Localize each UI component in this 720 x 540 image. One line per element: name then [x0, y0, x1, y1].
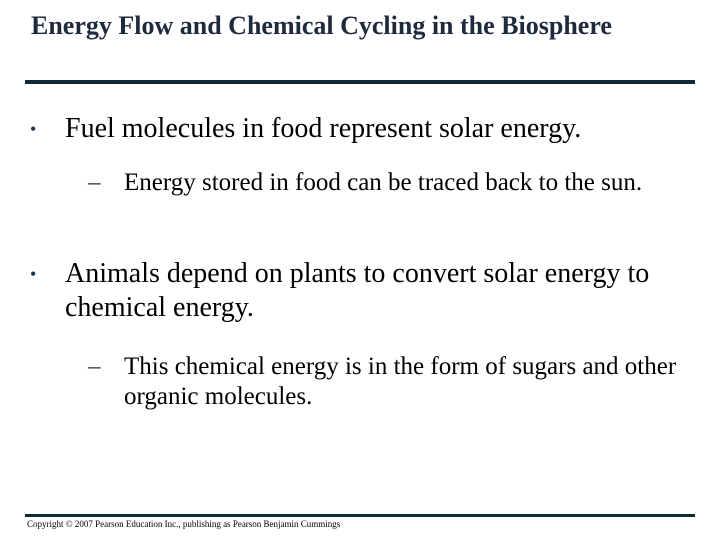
footer-divider	[25, 514, 695, 517]
bullet-marker: •	[30, 119, 37, 139]
bullet-item-2	[30, 257, 680, 325]
sub-bullet-text: Energy stored in food can be traced back to the sun.	[124, 169, 643, 196]
sub-bullet-item-1	[88, 168, 688, 198]
sub-bullet-marker: –	[88, 169, 101, 196]
sub-bullet-text: This chemical energy is in the form of sugars and other organic molecules.	[124, 353, 677, 410]
bullet-item-1	[30, 112, 680, 146]
bullet-marker: •	[30, 264, 37, 284]
sub-bullet-marker: –	[88, 353, 101, 380]
sub-bullet-item-2	[88, 352, 688, 412]
title-divider	[25, 80, 695, 84]
bullet-text: Fuel molecules in food represent solar energy.	[65, 113, 582, 144]
copyright-footer: Copyright © 2007 Pearson Education Inc., publishing as Pearson Benjamin Cummings	[27, 519, 341, 529]
slide-title: Energy Flow and Chemical Cycling in the Biosphere	[31, 11, 612, 40]
bullet-text: Animals depend on plants to convert solar energy to chemical energy.	[65, 258, 650, 323]
